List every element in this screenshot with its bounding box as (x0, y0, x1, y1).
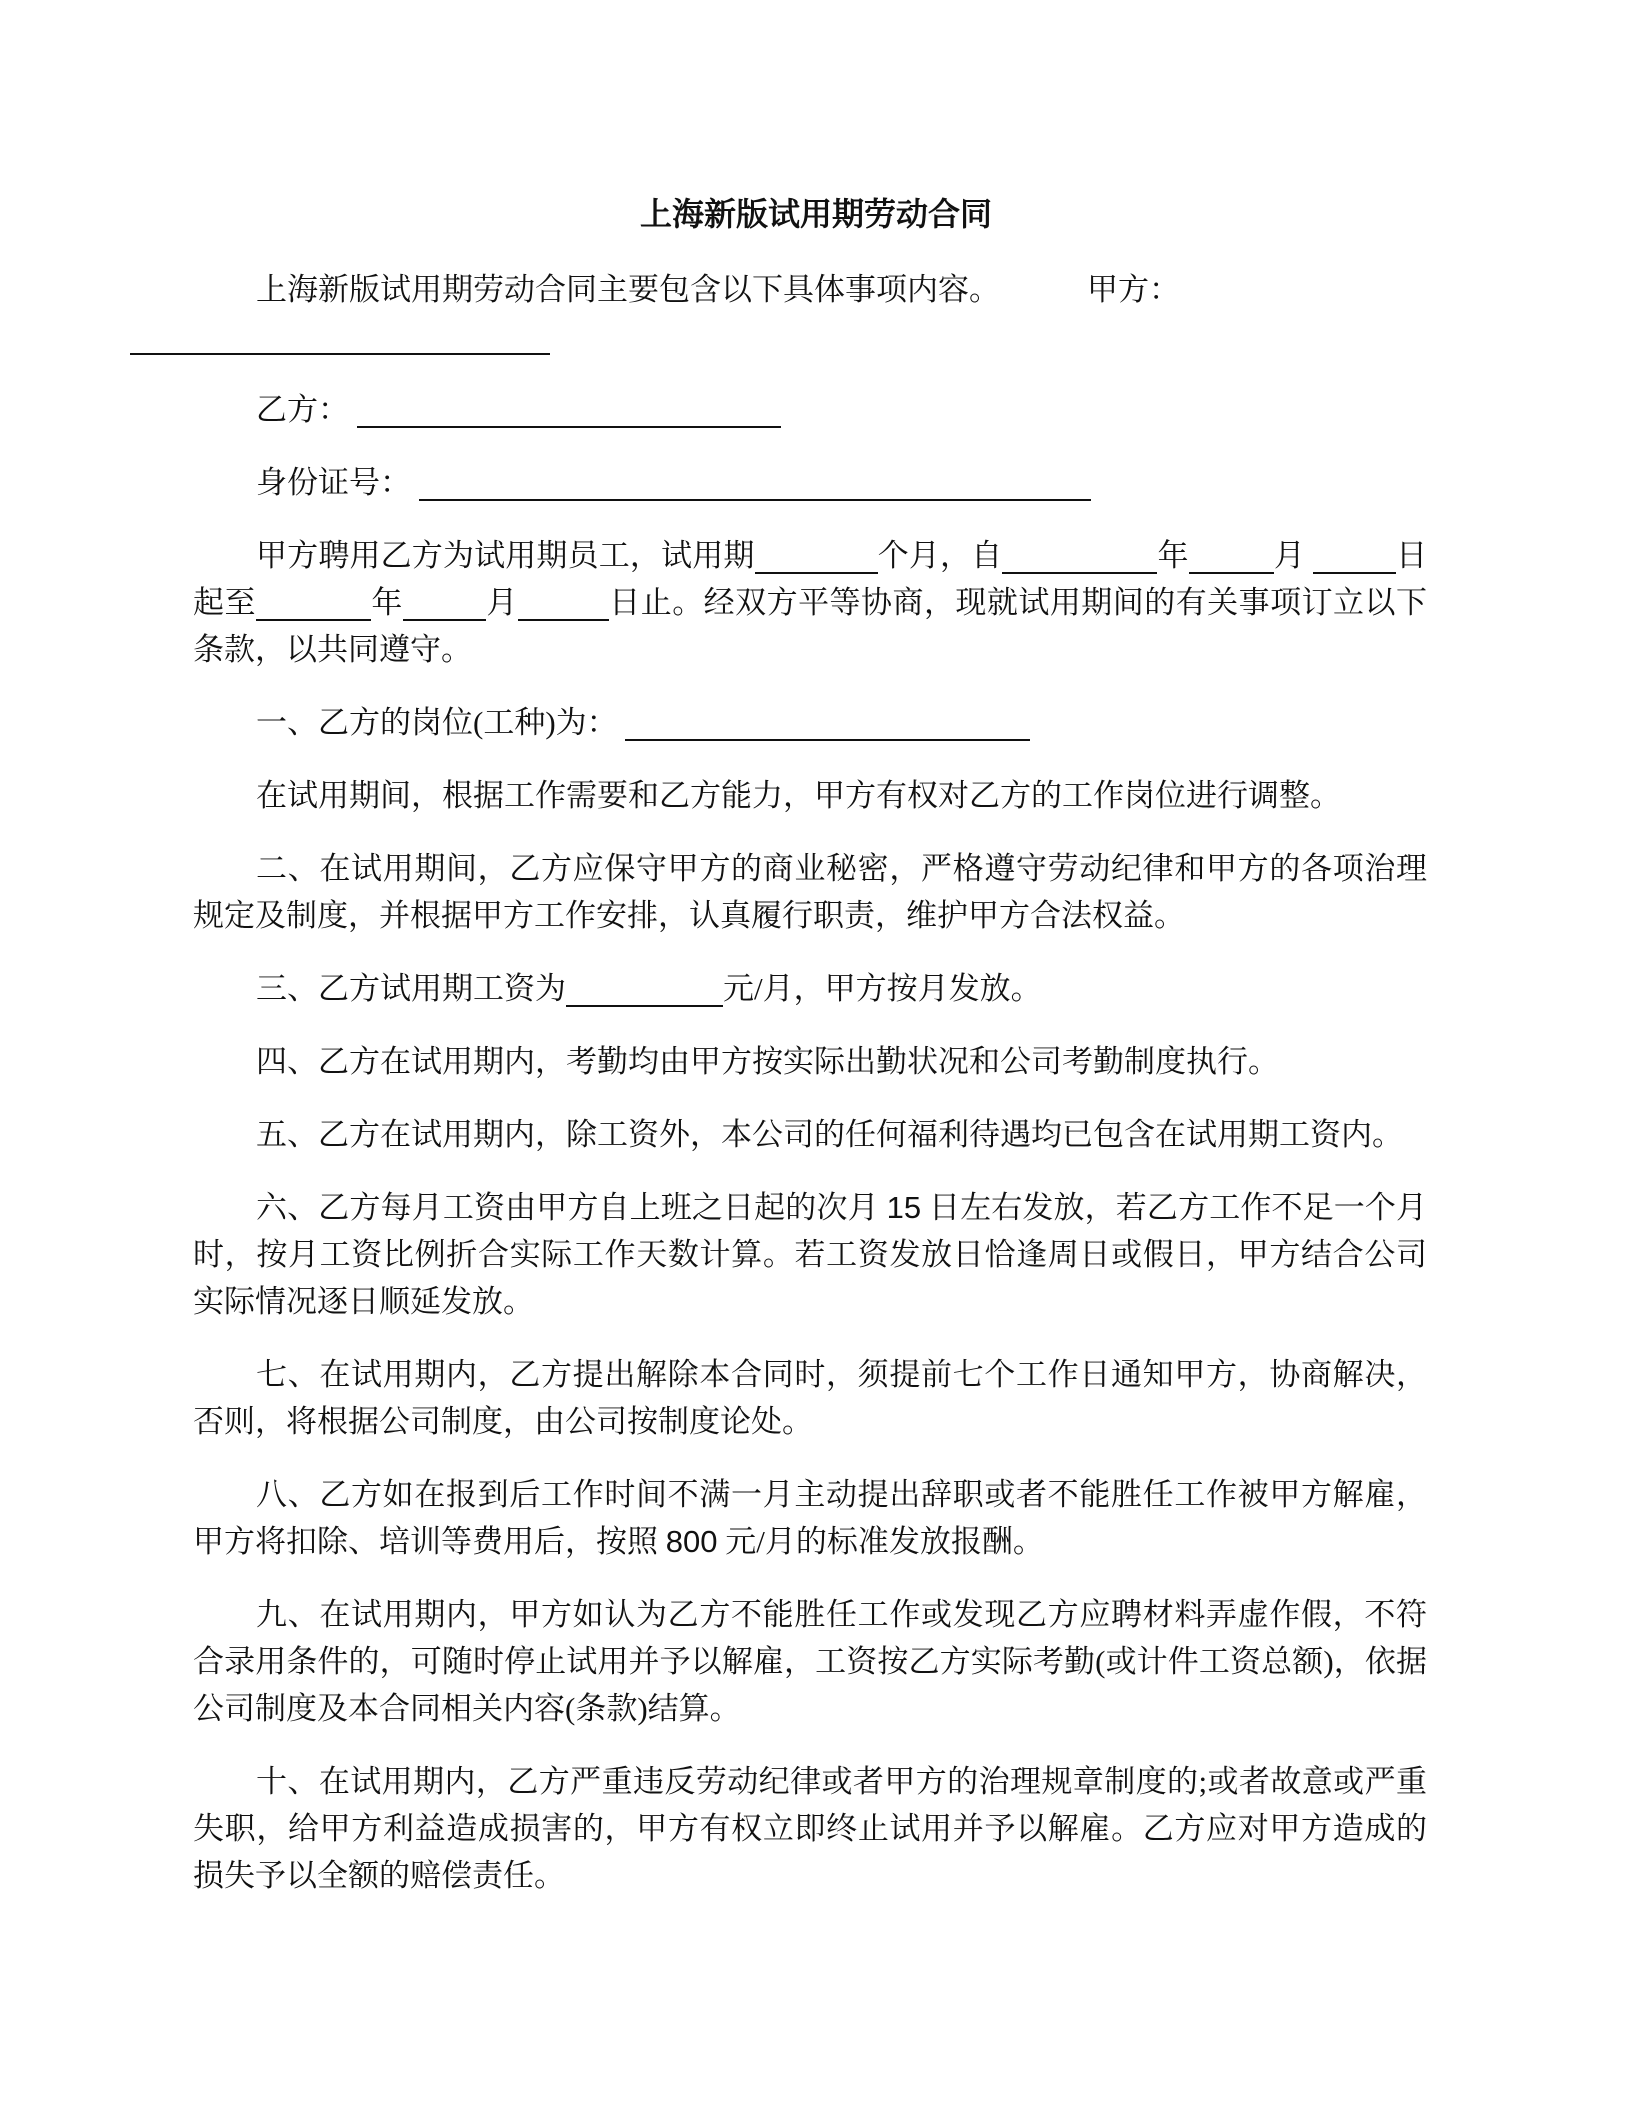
clause-text: 元/月的标准发放报酬。 (717, 1524, 1044, 1559)
clause-2: 二、在试用期间，乙方应保守甲方的商业秘密，严格遵守劳动纪律和甲方的各项治理规定及制度，并根据甲方工作安排，认真履行职责，维护甲方合法权益。 (193, 851, 1427, 933)
clause-text: 六、乙方每月工资由甲方自上班之日起的次月 (256, 1190, 887, 1225)
position-blank[interactable] (625, 705, 1030, 741)
term-text: 日起至 (193, 538, 1428, 620)
party-b-blank[interactable] (357, 392, 781, 428)
probation-months-blank[interactable] (755, 538, 878, 574)
clause-9: 九、在试用期内，甲方如认为乙方不能胜任工作或发现乙方应聘材料弄虚作假，不符合录用条件的，可随时停止试用并予以解雇，工资按乙方实际考勤(或计件工资总额)，依据公司制度及本合同相关内容(条款)结算。 (193, 1597, 1427, 1726)
pay-day-number: 15 (886, 1190, 922, 1225)
clause-5: 五、乙方在试用期内，除工资外，本公司的任何福利待遇均已包含在试用期工资内。 (256, 1117, 1403, 1152)
id-label: 身份证号： (256, 465, 411, 500)
clause-7: 七、在试用期内，乙方提出解除本合同时，须提前七个工作日通知甲方，协商解决，否则，将根据公司制度，由公司按制度论处。 (193, 1357, 1427, 1439)
pay-amount-number: 800 (665, 1524, 718, 1559)
clause-8 (193, 1471, 1427, 1565)
term-text: 日止。经双方平等协商，现就试用期间的有关事项订立以下条款，以共同遵守。 (193, 585, 1427, 667)
term-text: 甲方聘用乙方为试用期员工，试用期 (256, 538, 755, 573)
party-b-paragraph (193, 386, 1427, 433)
term-text: 个月，自 (877, 538, 1003, 573)
document-body (193, 266, 1427, 1925)
end-day-blank[interactable] (518, 585, 609, 621)
term-paragraph (193, 532, 1427, 673)
clause-text: 元/月，甲方按月发放。 (723, 971, 1042, 1006)
clause-text: 八、乙方如在报到后工作时间不满一月主动提出辞职或者不能胜任工作被甲方解雇，甲方将扣除、培训等费用后，按照 (193, 1477, 1427, 1559)
term-text: 月 (1273, 538, 1305, 573)
clause-10: 十、在试用期内，乙方严重违反劳动纪律或者甲方的治理规章制度的;或者故意或严重失职，给甲方利益造成损害的，甲方有权立即终止试用并予以解雇。乙方应对甲方造成的损失予以全额的赔偿责任。 (193, 1764, 1427, 1893)
party-a-label: 甲方： (1087, 272, 1180, 307)
salary-blank[interactable] (566, 971, 723, 1007)
clause-6 (193, 1184, 1427, 1325)
clause-3 (193, 965, 1427, 1012)
term-text: 月 (485, 585, 518, 620)
intro-paragraph (193, 266, 1427, 360)
clause-1-note: 在试用期间，根据工作需要和乙方能力，甲方有权对乙方的工作岗位进行调整。 (256, 778, 1341, 813)
clause-4: 四、乙方在试用期内，考勤均由甲方按实际出勤状况和公司考勤制度执行。 (256, 1044, 1279, 1079)
clause-1 (193, 699, 1427, 746)
term-text: 年 (1157, 538, 1189, 573)
id-number-blank[interactable] (419, 465, 1091, 501)
end-year-blank[interactable] (256, 585, 371, 621)
end-month-blank[interactable] (403, 585, 486, 621)
start-year-blank[interactable] (1002, 538, 1157, 574)
clause-text: 日左右发放，若乙方工作不足一个月时，按月工资比例折合实际工作天数计算。若工资发放日恰逢周日或假日，甲方结合公司实际情况逐日顺延发放。 (193, 1190, 1428, 1319)
start-month-blank[interactable] (1189, 538, 1274, 574)
party-b-label: 乙方： (256, 392, 349, 427)
party-a-blank[interactable] (130, 319, 550, 355)
start-day-blank[interactable] (1313, 538, 1396, 574)
id-paragraph (193, 459, 1427, 506)
clause-text: 三、乙方试用期工资为 (256, 971, 566, 1006)
intro-text: 上海新版试用期劳动合同主要包含以下具体事项内容。 (256, 272, 1000, 307)
clause-text: 一、乙方的岗位(工种)为： (256, 705, 618, 740)
document-title: 上海新版试用期劳动合同 (639, 196, 992, 232)
term-text: 年 (370, 585, 403, 620)
